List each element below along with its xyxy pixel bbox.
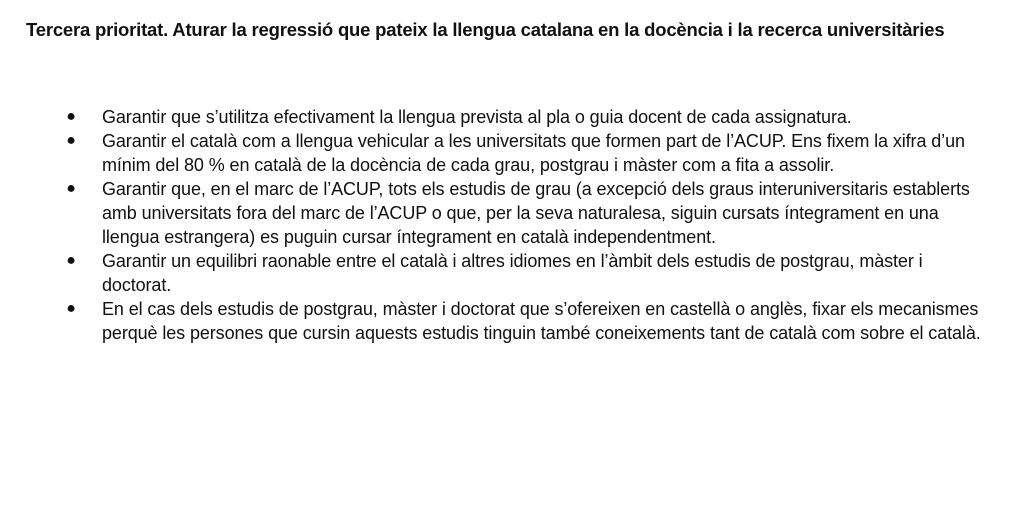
bullet-text: Garantir que s’utilitza efectivament la llengua prevista al pla o guia docent de cada assignatura.	[102, 107, 852, 127]
bullet-text: Garantir que, en el marc de l’ACUP, tots els estudis de grau (a excepció dels graus interuniversitaris establerts amb universitats fora del marc de l’ACUP o que, per la seva naturalesa, siguin cursats íntegrament en una llengua estrangera) es puguin cursar íntegrament en català independentment.	[102, 179, 970, 247]
bullet-item	[64, 249, 994, 297]
bullet-dot-icon: ●	[66, 252, 76, 269]
bullet-text: Garantir un equilibri raonable entre el català i altres idiomes en l’àmbit dels estudis de postgrau, màster i doctorat.	[102, 251, 923, 295]
bullet-dot-icon: ●	[66, 132, 76, 149]
bullet-item	[64, 105, 994, 129]
bullet-text: En el cas dels estudis de postgrau, màster i doctorat que s’ofereixen en castellà o anglès, fixar els mecanismes perquè les persones que cursin aquests estudis tinguin també coneixements tant de català com sobre el català.	[102, 299, 981, 343]
bullet-item	[64, 177, 994, 249]
bullet-item	[64, 129, 994, 177]
bullet-dot-icon: ●	[66, 180, 76, 197]
bullet-dot-icon: ●	[66, 108, 76, 125]
bullet-text: Garantir el català com a llengua vehicular a les universitats que formen part de l’ACUP. Ens fixem la xifra d’un mínim del 80 % en català de la docència de cada grau, postgrau i màster com a fita a assolir.	[102, 131, 965, 175]
bullet-item	[64, 297, 994, 345]
section-heading: Tercera prioritat. Aturar la regressió que pateix la llengua catalana en la docència i la recerca universitàries	[26, 19, 945, 40]
priority-bullet-list	[64, 105, 994, 345]
bullet-dot-icon: ●	[66, 300, 76, 317]
